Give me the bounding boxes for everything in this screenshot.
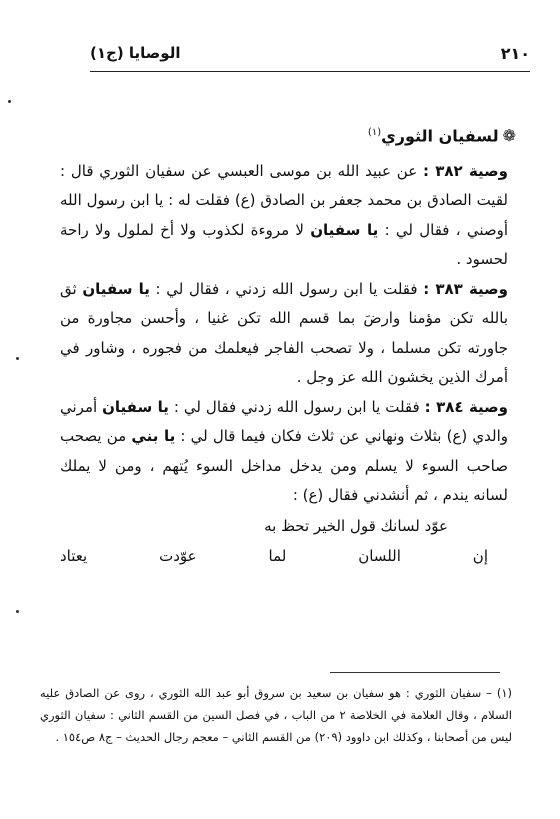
wasiyya-label: وصية ٣٨٤ : [424,397,508,416]
running-title: الوصايا (ج١) [90,44,181,62]
paragraph [60,275,508,393]
footnote-rule [330,672,500,673]
emphasized-address: يا سفيان [82,279,150,298]
paragraph-text: من يصحب صاحب السوء لا يسلم ومن يدخل مداخل السوء يُتهم ، ومن لا يملك لسانه يندم ، ثم أنشدني فقال (ع) : [60,427,508,505]
paragraph-text: فقلت يا ابن رسول الله زدني فقال لي : [168,397,425,416]
header-rule [90,71,530,72]
footnotes [40,682,512,748]
emphasized-address: يا بني [131,427,176,446]
paragraph [60,157,508,275]
verse [60,511,508,571]
flower-ornament-icon: ❁ [502,126,516,146]
scan-speck [8,100,11,103]
emphasized-address: يا سفيان [102,397,169,416]
section-title [60,118,516,151]
paragraph-text: عن عبيد الله بن موسى العبسي عن سفيان الثوري قال : لقيت الصادق بن محمد جعفر بن الصادق (ع) فقلت له : يا ابن رسول الله أوصني ، فقال لي : [60,161,509,239]
wasiyya-label: وصية ٣٨٢ : [422,161,508,180]
page-header [90,42,530,72]
paragraph-text: فقلت يا ابن رسول الله زدني ، فقال لي : [149,279,424,298]
verse-line-1: عوّد لسانك قول الخير تحظ به [264,516,448,535]
footnote-1: (١) – سفيان الثوري : هو سفيان بن سعيد بن سروق أبو عبد الله الثوري ، روى عن الصادق عليه السلام ، وقال العلامة في الخلاصة ٢ من الباب ، في فصل السين من القسم الثاني : سفيان الثوري ليس من أصحابنا ، وكذلك ابن داوود (٢٠٩) من القسم الثاني – معجم رجال الحديث – ج٨ ص١٥٤ . [40,686,512,744]
footnote-ref: (١) [367,127,382,138]
paragraph-text: لا مروءة لكذوب ولا أخ لملول ولا راحة لحسود . [60,220,508,269]
scan-speck [16,610,19,613]
scan-speck [16,357,19,360]
verse-line-2: إن اللسان لما عوّدت يعتاد [60,546,488,565]
paragraphs [60,157,508,511]
section-title-text: لسفيان الثوري [381,126,499,146]
wasiyya-label: وصية ٣٨٣ : [423,279,508,298]
page-body [60,118,516,571]
paragraph [60,393,508,511]
paragraph-text: أمرني والدي (ع) بثلاث ونهاني عن ثلاث فكان فيما قال لي : [60,397,508,446]
emphasized-address: يا سفيان [310,220,379,239]
paragraph-text: ثق بالله تكن مؤمنا وارضَ بما قسم الله تكن غنيا ، وأحسن مجاورة من جاورته تكن مسلما ، ولا تصحب الفاجر فيعلمك من فجوره ، وشاور في أمرك الذين يخشون الله عز وجل . [60,279,508,387]
page-number: ٢١٠ [500,44,530,63]
